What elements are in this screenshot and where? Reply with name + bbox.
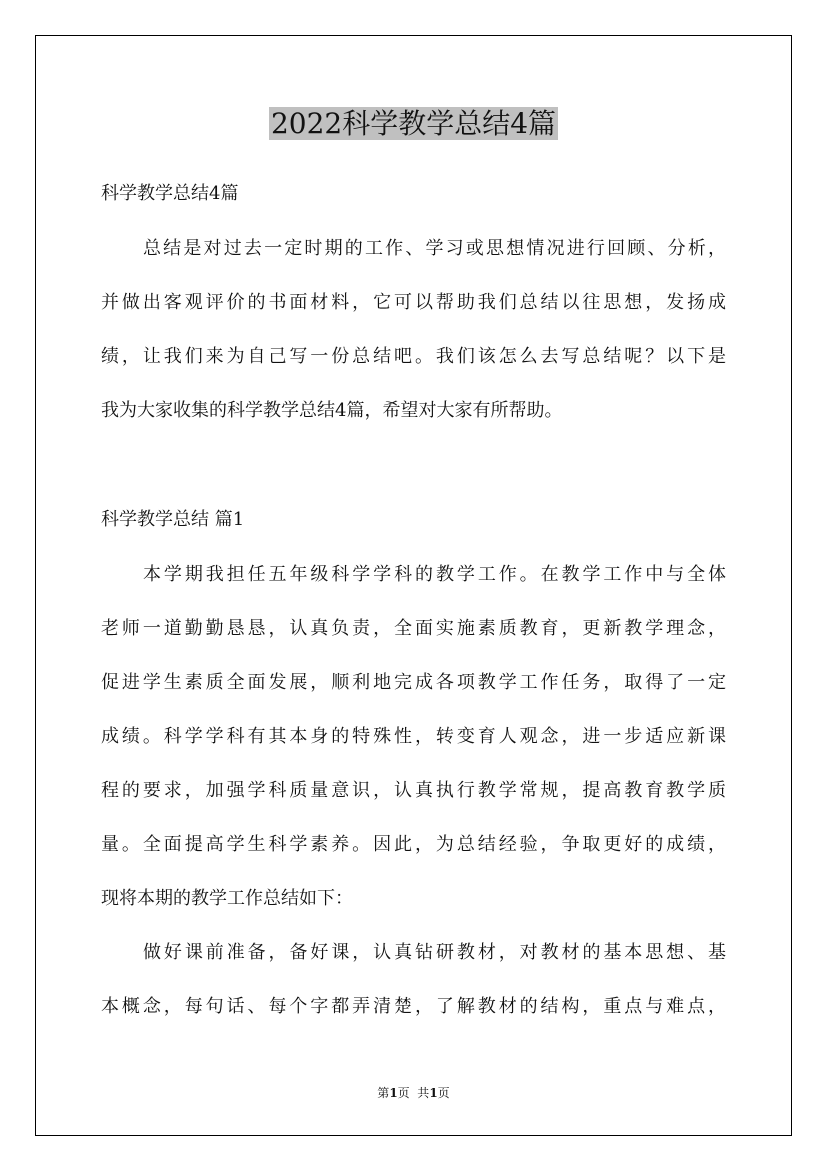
paragraph-line: 现将本期的教学工作总结如下： — [101, 888, 353, 909]
paragraph-line: 本概念，每句话、每个字都弄清楚，了解教材的结构，重点与难点， — [101, 996, 726, 1017]
paragraph-line: 成绩。科学学科有其本身的特殊性，转变育人观念，进一步适应新课 — [101, 726, 726, 747]
section-heading: 科学教学总结 篇1 — [101, 509, 245, 530]
intro-heading: 科学教学总结4篇 — [101, 183, 239, 204]
paragraph-line: 促进学生素质全面发展，顺利地完成各项教学工作任务，取得了一定 — [101, 672, 726, 693]
paragraph-line: 总结是对过去一定时期的工作、学习或思想情况进行回顾、分析， — [143, 238, 726, 259]
paragraph-line: 做好课前准备，备好课，认真钻研教材，对教材的基本思想、基 — [143, 942, 726, 963]
paragraph-line: 程的要求，加强学科质量意识，认真执行教学常规，提高教育教学质 — [101, 780, 726, 801]
paragraph-line: 并做出客观评价的书面材料，它可以帮助我们总结以往思想，发扬成 — [101, 292, 726, 313]
page-number: 第1页 共1页 — [377, 1086, 450, 1100]
paragraph-line: 本学期我担任五年级科学学科的教学工作。在教学工作中与全体 — [143, 564, 726, 585]
paragraph-line: 老师一道勤勤恳恳，认真负责，全面实施素质教育，更新教学理念， — [101, 618, 726, 639]
paragraph-line: 绩，让我们来为自己写一份总结吧。我们该怎么去写总结呢？以下是 — [101, 346, 726, 367]
document-title: 2022科学教学总结4篇 — [270, 107, 557, 140]
paragraph-line: 量。全面提高学生科学素养。因此，为总结经验，争取更好的成绩， — [101, 834, 726, 855]
paragraph-line: 我为大家收集的科学教学总结4篇，希望对大家有所帮助。 — [101, 400, 563, 421]
